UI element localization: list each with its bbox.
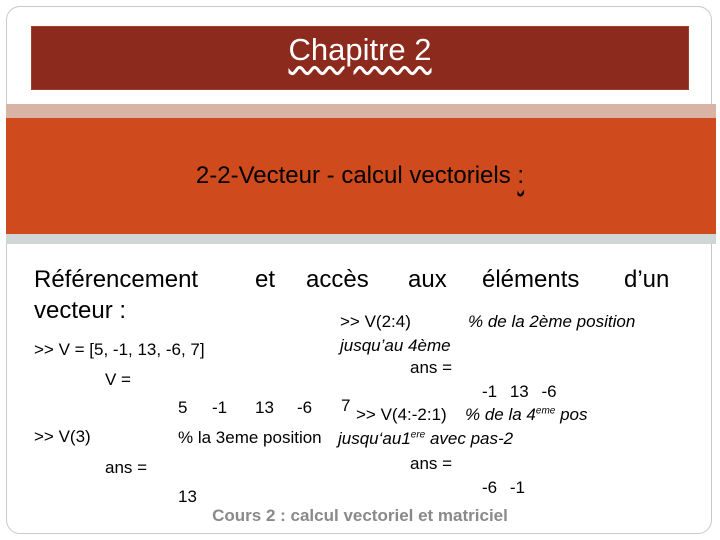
output-v-value-2: -1 — [212, 398, 228, 417]
code-command-range: >> V(2:4) — [340, 312, 411, 331]
slide-title: Chapitre 2 — [288, 32, 432, 67]
output-v-value-3: 13 — [255, 398, 274, 417]
code-comment-step-cont-text: jusqu‘au1 — [338, 429, 411, 448]
output-ans1-values: -1 13 -6 — [482, 382, 557, 401]
output-ans2-values: -6 -1 — [482, 478, 525, 497]
output-ans-value: 13 — [178, 487, 197, 506]
output-v-value-1: 5 — [178, 398, 188, 417]
intro-word-1: Référencement — [34, 266, 199, 293]
intro-line-2: vecteur : — [34, 297, 127, 324]
code-comment-step-cont-tail: avec pas-2 — [425, 429, 514, 448]
slide-footer: Cours 2 : calcul vectoriel et matriciel — [212, 506, 508, 525]
output-v-value-5: 7 — [341, 396, 351, 415]
code-comment-index: % la 3eme position — [178, 428, 322, 447]
output-v-label: V = — [105, 370, 131, 389]
output-ans2-label: ans = — [410, 454, 453, 473]
section-heading — [0, 162, 720, 190]
section-heading-text: 2-2-Vecteur - calcul vectoriels — [195, 162, 518, 189]
intro-word-4: aux — [408, 266, 447, 293]
section-heading-colon: : — [517, 162, 525, 189]
code-comment-step — [465, 405, 587, 425]
code-command-index: >> V(3) — [34, 427, 91, 446]
intro-word-6: d’un — [624, 266, 670, 293]
section-band-bottom — [6, 234, 716, 244]
code-command-step: >> V(4:-2:1) — [356, 405, 447, 424]
intro-word-5: éléments — [482, 266, 580, 293]
intro-word-2: et — [255, 266, 276, 293]
output-ans-label: ans = — [105, 458, 148, 477]
code-comment-step-sup: eme — [535, 405, 556, 417]
output-v-value-4: -6 — [297, 398, 313, 417]
code-comment-step-cont-sup: ere — [410, 429, 426, 441]
code-comment-range: % de la 2ème position — [468, 312, 636, 331]
code-command-define: >> V = [5, -1, 13, -6, 7] — [34, 340, 205, 359]
intro-word-3: accès — [306, 266, 369, 293]
output-ans1-label: ans = — [410, 358, 453, 377]
code-comment-step-tail: pos — [555, 405, 588, 424]
code-comment-range-cont: jusqu’au 4ème — [340, 336, 451, 355]
code-comment-step-text: % de la 4 — [465, 405, 536, 424]
code-comment-step-cont — [338, 429, 513, 449]
